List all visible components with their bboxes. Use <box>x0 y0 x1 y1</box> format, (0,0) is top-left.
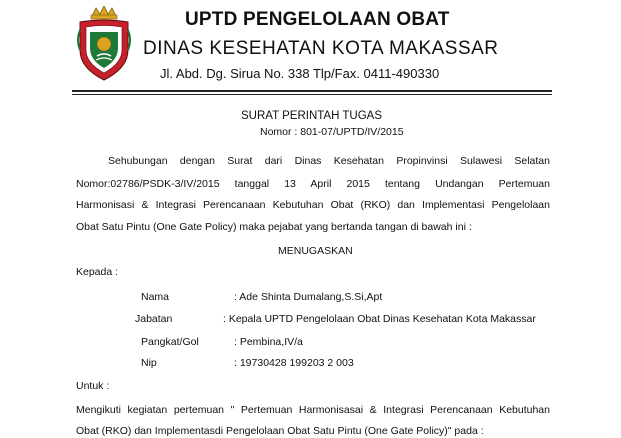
field-label-nama: Nama <box>141 291 170 303</box>
field-label-jabatan: Jabatan <box>135 313 173 325</box>
letter-number: Nomor : 801-07/UPTD/IV/2015 <box>260 126 404 138</box>
letter-title: SURAT PERINTAH TUGAS <box>241 110 383 122</box>
agency-address: Jl. Abd. Dg. Sirua No. 338 Tlp/Fax. 0411-490330 <box>160 66 440 81</box>
paragraph-line: Obat Satu Pintu (One Gate Policy) maka pejabat yang bertanda tangan di bawah ini : <box>76 221 472 233</box>
paragraph-line: Nomor:02786/PSDK-3/IV/2015 tanggal 13 April 2015 tentang Undangan Pertemuan <box>76 178 550 190</box>
kepada-label: Kepada : <box>76 266 119 278</box>
field-label-pangkat: Pangkat/Gol <box>141 336 199 348</box>
field-value-nip: : 19730428 199203 2 003 <box>234 357 354 369</box>
field-value-jabatan: : Kepala UPTD Pengelolaan Obat Dinas Kesehatan Kota Makassar <box>223 313 536 325</box>
department-title: DINAS KESEHATAN KOTA MAKASSAR <box>143 38 499 59</box>
purpose-line: Mengikuti kegiatan pertemuan " Pertemuan Harmonisasai & Integrasi Perencanaan Kebutuhan <box>76 404 550 416</box>
paragraph-line: Harmonisasi & Integrasi Perencanaan Kebutuhan Obat (RKO) dan Implementasi Pengelolaan <box>76 199 550 211</box>
letterhead-rule-thin <box>72 94 552 95</box>
agency-title: UPTD PENGELOLAAN OBAT <box>185 9 450 30</box>
field-label-nip: Nip <box>141 357 157 369</box>
purpose-line: Obat (RKO) dan Implementasdi Pengelolaan Obat Satu Pintu (One Gate Policy)" pada : <box>76 425 484 437</box>
letterhead-rule-thick <box>72 90 552 92</box>
makassar-city-seal-icon <box>76 6 132 82</box>
field-value-pangkat: : Pembina,IV/a <box>234 336 303 348</box>
untuk-label: Untuk : <box>76 380 110 392</box>
paragraph-line: Sehubungan dengan Surat dari Dinas Kesehatan Propinvinsi Sulawesi Selatan <box>108 155 550 167</box>
command-heading: MENUGASKAN <box>278 245 353 257</box>
field-value-nama: : Ade Shinta Dumalang,S.Si,Apt <box>234 291 383 303</box>
